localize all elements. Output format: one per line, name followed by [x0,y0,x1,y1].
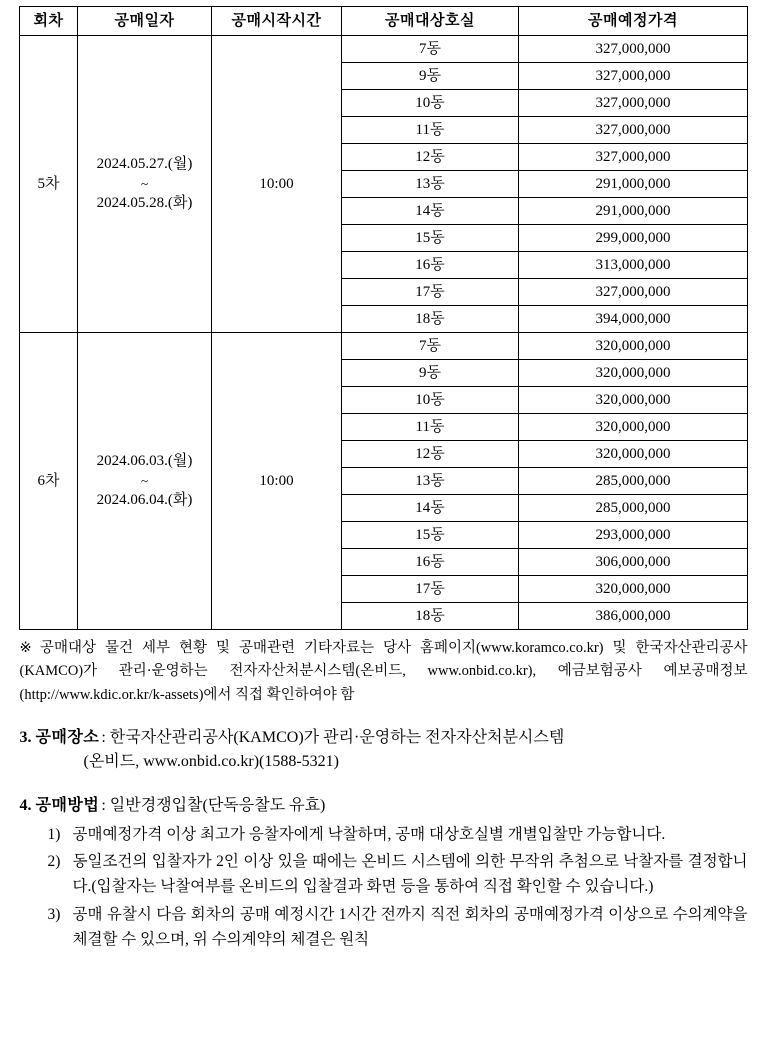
cell-price: 320,000,000 [519,387,748,414]
cell-unit: 14동 [342,495,519,522]
cell-price: 291,000,000 [519,171,748,198]
cell-unit: 12동 [342,144,519,171]
cell-date [78,36,212,333]
cell-unit: 9동 [342,63,519,90]
cell-unit: 18동 [342,603,519,630]
column-header-start-time: 공매시작시간 [212,7,342,36]
cell-date [78,333,212,630]
cell-price: 386,000,000 [519,603,748,630]
cell-price: 313,000,000 [519,252,748,279]
cell-price: 327,000,000 [519,63,748,90]
cell-unit: 16동 [342,549,519,576]
date-end: 2024.05.28.(화) [96,195,193,212]
list-item-number: 1) [47,826,61,844]
table-header-row [20,7,748,36]
table-row [20,333,748,360]
cell-price: 327,000,000 [519,36,748,63]
cell-unit: 11동 [342,117,519,144]
date-separator: ~ [140,175,149,191]
cell-price: 320,000,000 [519,576,748,603]
cell-unit: 11동 [342,414,519,441]
cell-price: 320,000,000 [519,414,748,441]
list-item-number: 2) [47,853,61,871]
table-body [20,36,748,630]
section-4-colon: : [101,797,106,815]
cell-price: 299,000,000 [519,225,748,252]
list-item-text: 공매예정가격 이상 최고가 응찰자에게 낙찰하며, 공매 대상호실별 개별입찰만 가능합니다. [72,826,666,844]
section-3-heading [20,726,748,750]
list-item-number: 3) [47,905,61,923]
cell-unit: 15동 [342,522,519,549]
cell-unit: 16동 [342,252,519,279]
section-4-item-list [20,822,748,952]
footnote-mark: ※ [19,640,37,656]
column-header-price: 공매예정가격 [519,7,748,36]
section-3-number: 3. [19,729,32,747]
cell-unit: 7동 [342,36,519,63]
section-3 [20,726,748,775]
date-separator: ~ [140,472,149,488]
cell-price: 320,000,000 [519,441,748,468]
cell-unit: 13동 [342,468,519,495]
cell-unit: 10동 [342,90,519,117]
cell-unit: 9동 [342,360,519,387]
cell-unit: 17동 [342,576,519,603]
section-4 [20,794,748,952]
cell-price: 291,000,000 [519,198,748,225]
cell-price: 293,000,000 [519,522,748,549]
cell-price: 320,000,000 [519,360,748,387]
cell-price: 285,000,000 [519,495,748,522]
cell-unit: 15동 [342,225,519,252]
section-3-subline: (온비드, www.onbid.co.kr)(1588-5321) [83,753,340,771]
cell-round: 5차 [20,36,78,333]
cell-price: 320,000,000 [519,333,748,360]
cell-start-time: 10:00 [212,333,342,630]
section-4-title: 공매방법 [35,797,100,815]
section-4-body: 일반경쟁입찰(단독응찰도 유효) [109,797,326,815]
cell-price: 285,000,000 [519,468,748,495]
table-header [20,7,748,36]
auction-schedule-table [19,6,748,630]
cell-price: 327,000,000 [519,117,748,144]
cell-price: 327,000,000 [519,279,748,306]
date-start: 2024.06.03.(월) [96,452,193,469]
date-start: 2024.05.27.(월) [96,155,193,172]
list-item-text: 동일조건의 입찰자가 2인 이상 있을 때에는 온비드 시스템에 의한 무작위 추첨으로 낙찰자를 결정합니다.(입찰자는 낙찰여부를 온비드의 입찰결과 화면 등을 통하여 직접 확인할 수 있습니다.) [72,853,748,896]
column-header-unit: 공매대상호실 [342,7,519,36]
list-item [48,822,748,847]
list-item-text: 공매 유찰시 다음 회차의 공매 예정시간 1시간 전까지 직전 회차의 공매예정가격 이상으로 수의계약을 체결할 수 있으며, 위 수의계약의 체결은 원칙 [72,905,748,948]
cell-price: 327,000,000 [519,144,748,171]
table-row [20,36,748,63]
cell-price: 327,000,000 [519,90,748,117]
section-3-body: 한국자산관리공사(KAMCO)가 관리·운영하는 전자자산처분시스템 [109,729,565,747]
section-3-colon: : [101,729,106,747]
cell-unit: 13동 [342,171,519,198]
cell-price: 306,000,000 [519,549,748,576]
column-header-date: 공매일자 [78,7,212,36]
cell-unit: 14동 [342,198,519,225]
cell-unit: 17동 [342,279,519,306]
cell-price: 394,000,000 [519,306,748,333]
cell-unit: 10동 [342,387,519,414]
cell-round: 6차 [20,333,78,630]
section-4-heading [20,794,748,818]
cell-unit: 18동 [342,306,519,333]
cell-unit: 12동 [342,441,519,468]
footnote-text: 공매대상 물건 세부 현황 및 공매관련 기타자료는 당사 홈페이지(www.koramco.co.kr) 및 한국자산관리공사(KAMCO)가 관리·운영하는 전자자산처분시스템(온비드, www.onbid.co.kr), 예금보험공사 예보공매정보(http://www.kdic.or.kr/k-assets)에서 직접 확인하여야 함 [19,640,748,703]
section-4-number: 4. [19,797,32,815]
list-item [48,902,748,952]
column-header-round: 회차 [20,7,78,36]
list-item [48,849,748,899]
cell-unit: 7동 [342,333,519,360]
date-end: 2024.06.04.(화) [96,492,193,509]
cell-start-time: 10:00 [212,36,342,333]
section-3-title: 공매장소 [35,729,100,747]
footnote [20,637,748,707]
